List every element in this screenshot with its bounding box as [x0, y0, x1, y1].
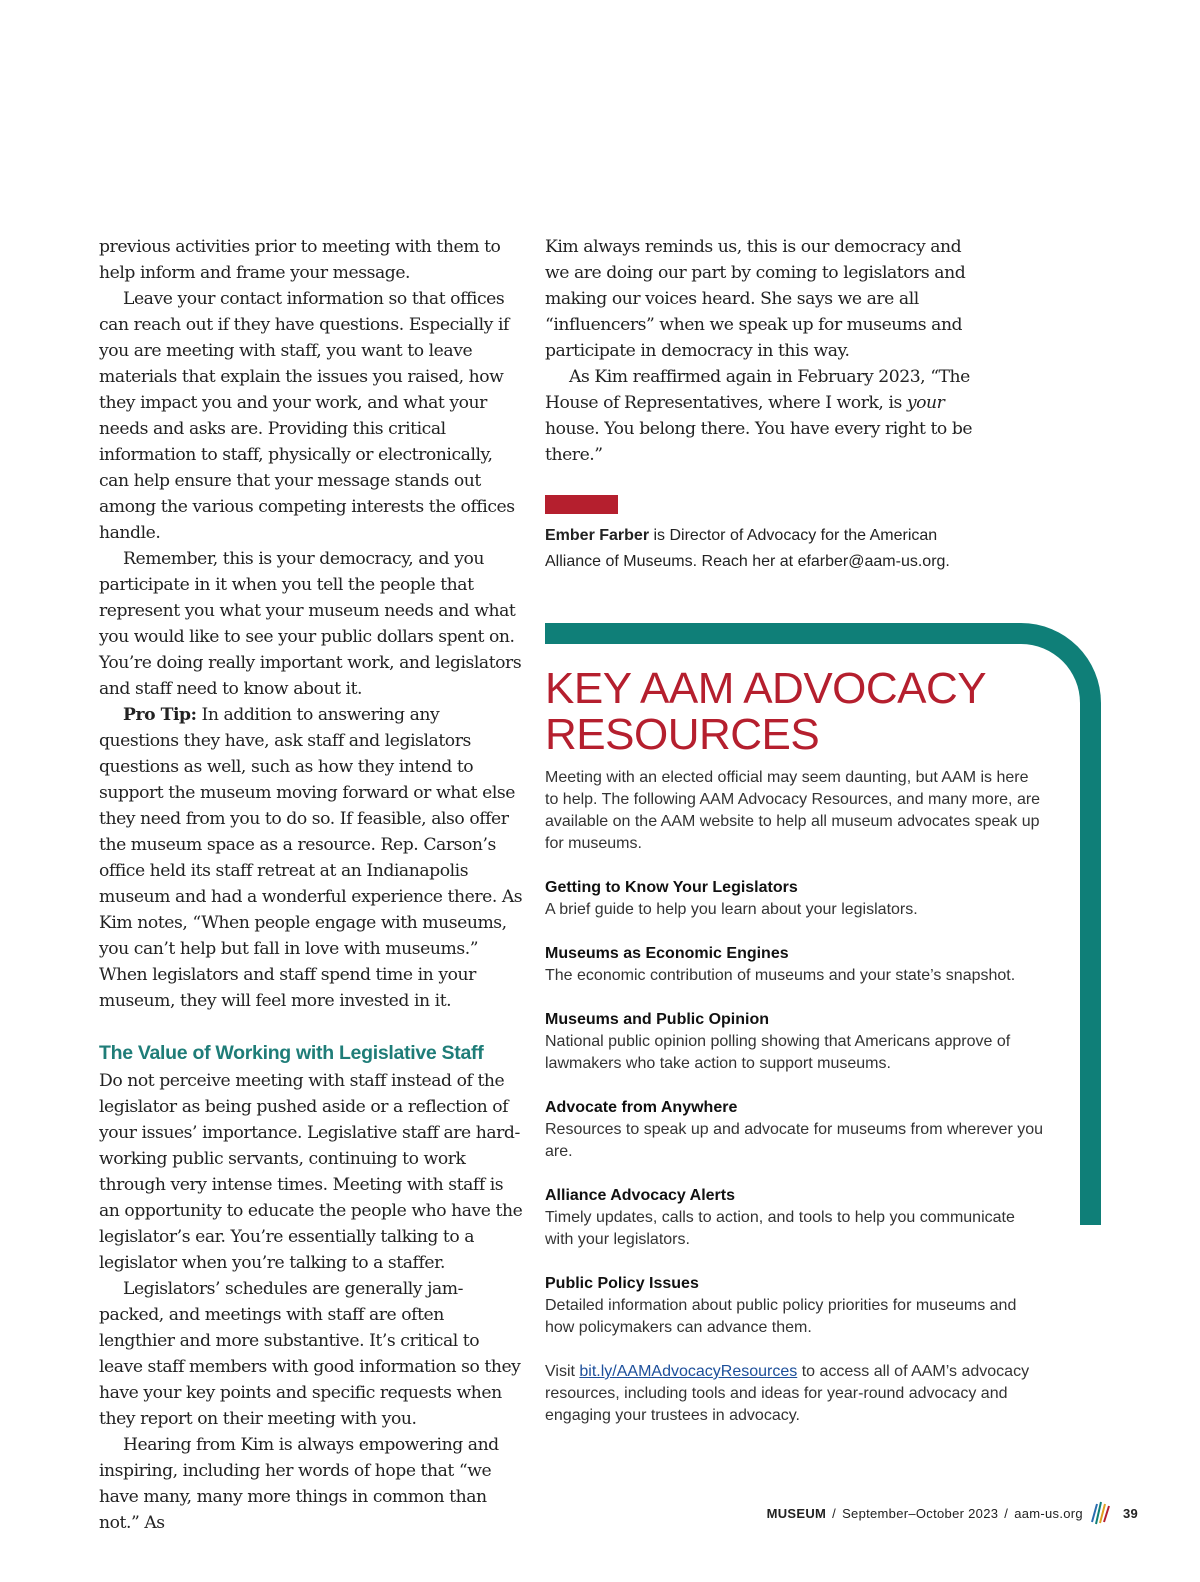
resource-title[interactable]: Getting to Know Your Legislators: [545, 879, 798, 896]
paragraph: Do not perceive meeting with staff instead of the legislator as being pushed aside or a reflection of your issues’ importance. Legislative staff are hard-working public servants, continuing to work through very intense times. Meeting with staff is an opportunity to educate the people who have the legislator’s ear. You’re essentially talking to a legislator when you’re talking to a staffer.: [99, 1071, 523, 1273]
page-footer: [767, 1500, 1138, 1526]
section-subhead: The Value of Working with Legislative Staff: [99, 1042, 484, 1064]
paragraph: Leave your contact information so that offices can reach out if they have questions. Especially if you are meeting with staff, you want to leave materials that explain the issues you raised, how they impact you and your work, and what your needs and asks are. Providing this critical information to staff, physically or electronically, can help ensure that your message stands out among the various competing interests the offices handle.: [99, 289, 515, 543]
resources-link[interactable]: bit.ly/AAMAdvocacyResources: [579, 1363, 798, 1380]
visit-text: to access all of AAM’s advocacy resources, including tools and ideas for year-round advocacy and engaging your trustees in advocacy.: [545, 1363, 1030, 1424]
visit-paragraph: [545, 1361, 1045, 1427]
resource-title[interactable]: Museums and Public Opinion: [545, 1011, 770, 1028]
resource-list: [545, 877, 1045, 1339]
resource-desc: Detailed information about public policy priorities for museums and how policymakers can advance them.: [545, 1297, 1017, 1336]
pro-tip-text: In addition to answering any questions they have, ask staff and legislators questions as well, such as how they intend to support the museum moving forward or what else they need from you to do so. If feasible, also offer the museum space as a resource. Rep. Carson’s office held its staff retreat at an Indianapolis museum and had a wonderful experience there. As Kim notes, “When people engage with museums, you can’t help but fall in love with museums.” When legislators and staff spend time in your museum, they will feel more invested in it.: [99, 705, 523, 1011]
paragraph: [545, 364, 975, 468]
pro-tip-label: Pro Tip:: [123, 705, 197, 725]
website: aam-us.org: [1014, 1505, 1083, 1521]
resource-item: [545, 1097, 1045, 1163]
author-bio-rule: [545, 495, 618, 514]
resource-title[interactable]: Advocate from Anywhere: [545, 1099, 738, 1116]
pro-tip-paragraph: [99, 702, 523, 1014]
resource-item: [545, 1185, 1045, 1251]
author-name: Ember Farber: [545, 527, 650, 544]
paragraph: Remember, this is your democracy, and you participate in it when you tell the people that represent you what your museum needs and what you would like to see your public dollars spent on. You’re doing really important work, and legislators and staff need to know about it.: [99, 549, 522, 699]
resource-item: [545, 943, 1045, 987]
author-bio: [545, 523, 965, 575]
right-column: [545, 234, 975, 468]
page-number: 39: [1122, 1505, 1138, 1521]
resource-item: [545, 1009, 1045, 1075]
resource-desc: Resources to speak up and advocate for museums from wherever you are.: [545, 1121, 1044, 1160]
paragraph: Legislators’ schedules are generally jam-packed, and meetings with staff are often lengthier and more substantive. It’s critical to leave staff members with good information so they have your key points and specific requests when they report on their meeting with you.: [99, 1279, 521, 1429]
resource-desc: National public opinion polling showing that Americans approve of lawmakers who take action to support museums.: [545, 1033, 1011, 1072]
resource-item: [545, 1273, 1045, 1339]
footer-separator: /: [1004, 1505, 1009, 1521]
quote-text: As Kim reaffirmed again in February 2023, “The House of Representatives, where I work, is: [545, 367, 970, 413]
resource-title[interactable]: Museums as Economic Engines: [545, 945, 789, 962]
author-bio-text: is Director of Advocacy for the American Alliance of Museums. Reach her at efarber@aam-us.org.: [545, 527, 950, 570]
resource-desc: The economic contribution of museums and your state’s snapshot.: [545, 967, 1016, 984]
footer-separator: /: [832, 1505, 837, 1521]
resource-title[interactable]: Alliance Advocacy Alerts: [545, 1187, 736, 1204]
resource-desc: A brief guide to help you learn about your legislators.: [545, 901, 918, 918]
resource-item: [545, 877, 1045, 921]
visit-text: Visit: [545, 1363, 580, 1380]
magazine-name: MUSEUM: [766, 1505, 827, 1521]
sidebar-title: [545, 666, 1045, 758]
resource-desc: Timely updates, calls to action, and tools to help you communicate with your legislators.: [545, 1209, 1015, 1248]
sidebar-title-line: KEY AAM ADVOCACY: [545, 664, 987, 713]
paragraph: Kim always reminds us, this is our democracy and we are doing our part by coming to legislators and making our voices heard. She says we are all “influencers” when we speak up for museums and participate in democracy in this way.: [545, 237, 966, 361]
sidebar-title-line: RESOURCES: [545, 710, 820, 759]
paragraph: Hearing from Kim is always empowering and inspiring, including her words of hope that “we have many, many more things in common than not.” As: [99, 1435, 499, 1533]
sidebar-intro: Meeting with an elected official may seem daunting, but AAM is here to help. The following AAM Advocacy Resources, and many more, are available on the AAM website to help all museum advocates speak up for museums.: [545, 769, 1041, 852]
resource-title[interactable]: Public Policy Issues: [545, 1275, 699, 1292]
quote-text: house. You belong there. You have every right to be there.”: [545, 419, 973, 465]
left-column: [99, 234, 523, 1536]
sidebar-body: [545, 767, 1045, 1427]
issue-date: September–October 2023: [842, 1505, 999, 1521]
paragraph: previous activities prior to meeting with them to help inform and frame your message.: [99, 237, 501, 283]
aam-logo-icon: [1089, 1500, 1111, 1526]
quote-emphasis: your: [906, 393, 945, 413]
